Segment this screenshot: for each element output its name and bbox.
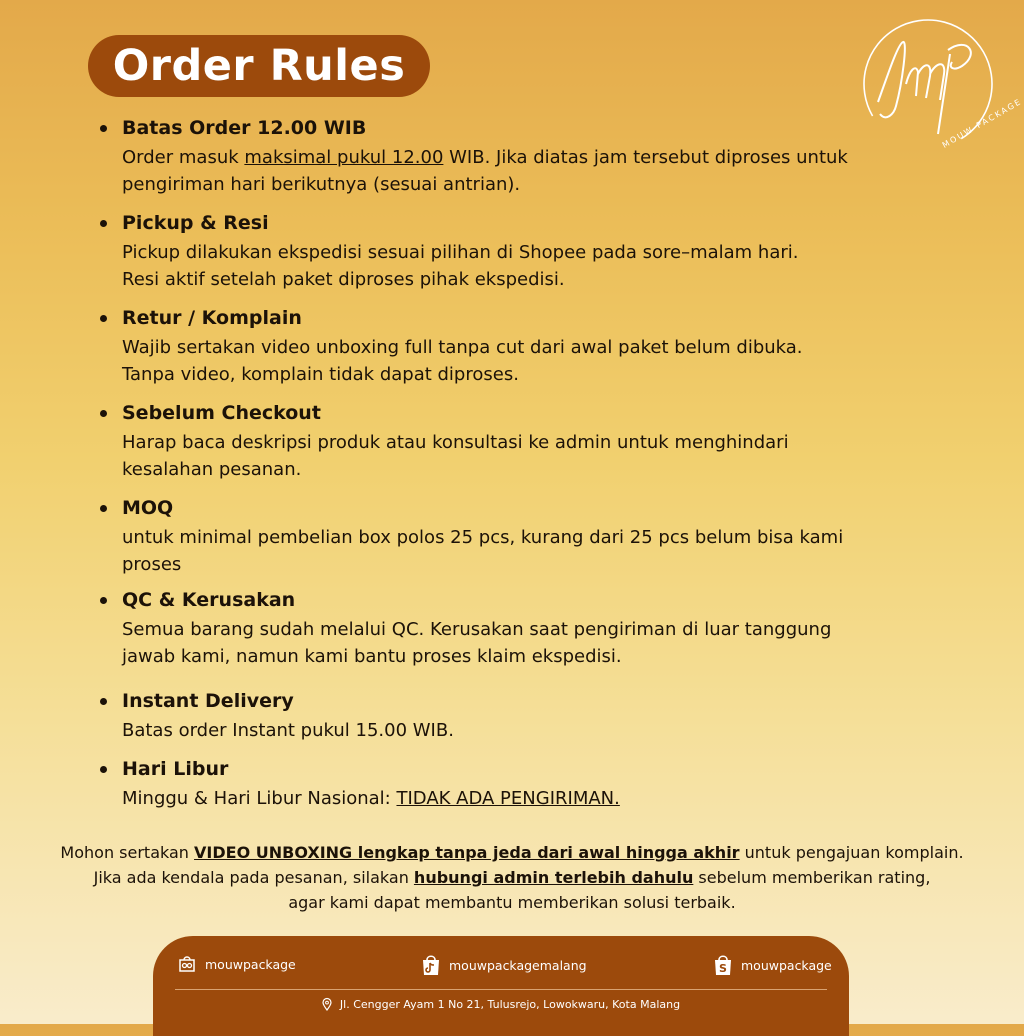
tiktok-link[interactable]: mouwpackagemalang bbox=[421, 954, 587, 976]
shopee-icon bbox=[713, 954, 733, 976]
location-pin-icon bbox=[322, 998, 332, 1011]
title-badge bbox=[88, 35, 430, 97]
bullet-icon bbox=[100, 410, 107, 417]
bullet-icon bbox=[100, 698, 107, 705]
tiktok-shop-icon bbox=[421, 954, 441, 976]
rule-body: Wajib sertakan video unboxing full tanpa cut dari awal paket belum dibuka. Tanpa video, komplain tidak dapat diproses. bbox=[122, 337, 803, 385]
bullet-icon bbox=[100, 597, 107, 604]
tokopedia-icon bbox=[177, 954, 197, 974]
svg-text:MOUW PACKAGE: MOUW PACKAGE bbox=[940, 96, 1024, 150]
rule-body: Minggu & Hari Libur Nasional: TIDAK ADA PENGIRIMAN. bbox=[122, 788, 620, 809]
bullet-icon bbox=[100, 315, 107, 322]
rule-body: Pickup dilakukan ekspedisi sesuai pilihan di Shopee pada sore–malam hari. Resi aktif setelah paket diproses pihak ekspedisi. bbox=[122, 242, 799, 290]
rule-body: Semua barang sudah melalui QC. Kerusakan saat pengiriman di luar tanggung jawab kami, namun kami bantu proses klaim ekspedisi. bbox=[122, 619, 832, 667]
rule-title: Sebelum Checkout bbox=[122, 402, 321, 424]
rule-title: Batas Order 12.00 WIB bbox=[122, 117, 367, 139]
page-title: Order Rules bbox=[112, 41, 406, 91]
rule-title: Pickup & Resi bbox=[122, 212, 269, 234]
bullet-icon bbox=[100, 505, 107, 512]
complaint-note: Mohon sertakan VIDEO UNBOXING lengkap tanpa jeda dari awal hingga akhir untuk pengajuan komplain. Jika ada kendala pada pesanan, silakan hubungi admin terlebih dahulu sebelum memberikan rating, agar kami dapat membantu memberikan solusi terbaik. bbox=[60, 843, 964, 912]
footer bbox=[153, 936, 849, 1036]
rule-body: Harap baca deskripsi produk atau konsultasi ke admin untuk menghindari kesalahan pesanan. bbox=[122, 432, 789, 480]
address: Jl. Cengger Ayam 1 No 21, Tulusrejo, Lowokwaru, Kota Malang bbox=[153, 998, 849, 1011]
rule-title: MOQ bbox=[122, 497, 174, 519]
rule-title: Instant Delivery bbox=[122, 690, 294, 712]
rule-title: Hari Libur bbox=[122, 758, 229, 780]
svg-text:S: S bbox=[719, 962, 727, 975]
tokopedia-link[interactable]: mouwpackage bbox=[177, 954, 296, 974]
rule-title: QC & Kerusakan bbox=[122, 589, 296, 611]
mouw-package-logo bbox=[858, 14, 1024, 154]
footer-divider bbox=[175, 989, 827, 990]
note-emphasis: VIDEO UNBOXING lengkap tanpa jeda dari awal hingga akhir bbox=[194, 843, 740, 862]
bullet-icon bbox=[100, 125, 107, 132]
shopee-link[interactable]: S mouwpackage bbox=[713, 954, 832, 976]
rule-body: untuk minimal pembelian box polos 25 pcs, kurang dari 25 pcs belum bisa kami proses bbox=[122, 527, 844, 575]
rule-body: Batas order Instant pukul 15.00 WIB. bbox=[122, 720, 454, 741]
bullet-icon bbox=[100, 766, 107, 773]
rule-title: Retur / Komplain bbox=[122, 307, 302, 329]
note-emphasis: hubungi admin terlebih dahulu bbox=[413, 868, 694, 887]
rule-body: Order masuk maksimal pukul 12.00 WIB. Jika diatas jam tersebut diproses untuk pengiriman hari berikutnya (sesuai antrian). bbox=[122, 147, 848, 195]
bullet-icon bbox=[100, 220, 107, 227]
